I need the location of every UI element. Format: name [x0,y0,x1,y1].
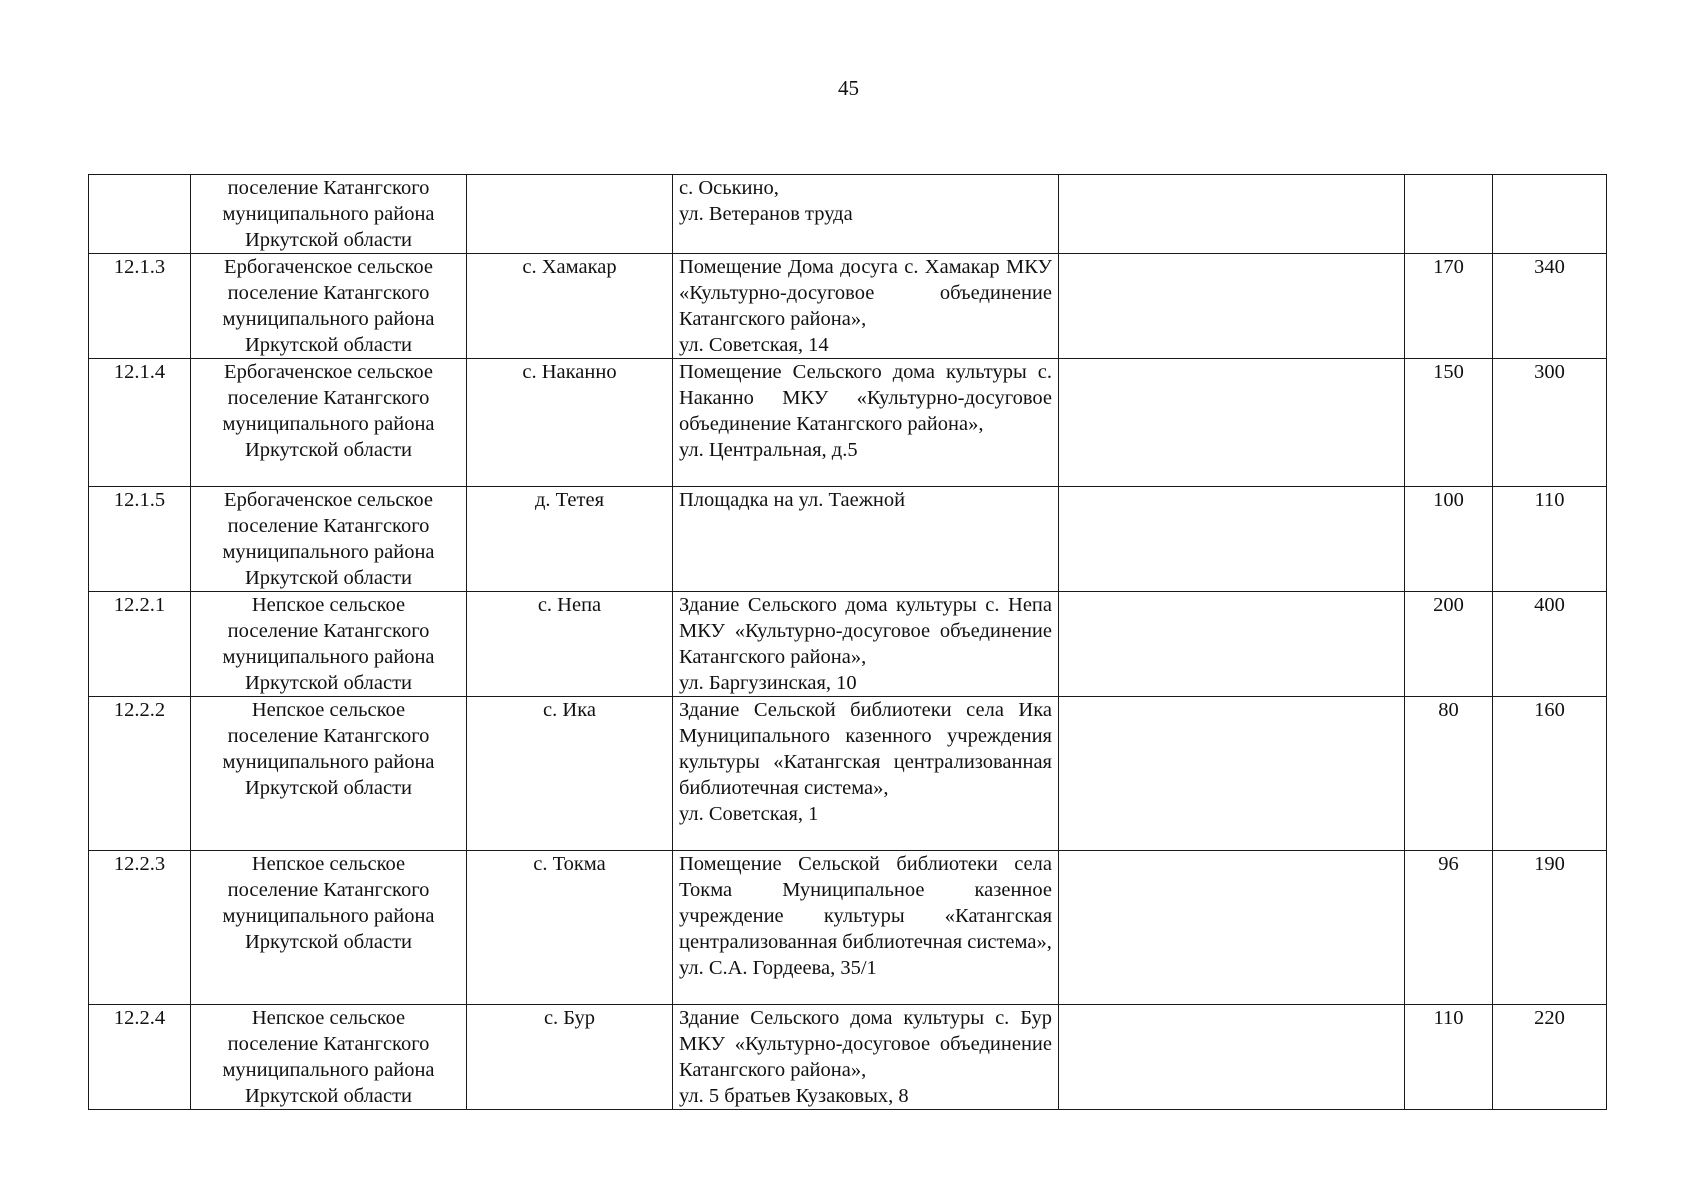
municipality-line: Непское сельское [251,699,406,721]
municipality-line: муниципального района [222,905,435,927]
municipality-line: муниципального района [222,1059,435,1081]
address-cell [673,254,1059,359]
row-number: 12.1.4 [89,359,191,487]
address-street: ул. Центральная, д.5 [679,439,858,461]
municipality-line: Непское сельское [251,853,406,875]
address-street: с. Оськино, ул. Ветеранов труда [679,177,853,225]
municipality-line: муниципального района [222,751,435,773]
area-cell: 200 [1405,592,1493,697]
area-cell: 80 [1405,697,1493,851]
municipality-line: муниципального района [222,203,435,225]
facilities-table [88,174,1607,1110]
settlement-cell: с. Хамакар [467,254,673,359]
municipality-cell [191,1005,467,1110]
municipality-line: поселение Катангского [227,282,430,304]
empty-cell [1059,487,1405,592]
empty-cell [1059,175,1405,254]
municipality-line: Ербогаченское сельское [224,489,433,511]
area-cell: 110 [1405,1005,1493,1110]
address-text: Помещение Сельского дома культуры с. Наканно МКУ «Культурно-досуговое объединение Катангского района», [679,361,1052,435]
capacity-cell: 300 [1493,359,1607,487]
area-cell: 150 [1405,359,1493,487]
capacity-cell: 340 [1493,254,1607,359]
municipality-line: поселение Катангского [227,879,430,901]
municipality-line: Иркутской области [244,334,413,356]
settlement-cell: с. Токма [467,851,673,1005]
area-cell: 170 [1405,254,1493,359]
municipality-line: муниципального района [222,308,435,330]
municipality-cell [191,175,467,254]
table-row [89,592,1607,697]
municipality-line: Иркутской области [244,439,413,461]
area-cell [1405,175,1493,254]
address-street: ул. 5 братьев Кузаковых, 8 [679,1085,909,1107]
row-number: 12.2.2 [89,697,191,851]
empty-cell [1059,851,1405,1005]
municipality-line: Иркутской области [244,229,413,251]
capacity-cell [1493,175,1607,254]
municipality-line: поселение Катангского [227,725,430,747]
address-text: Здание Сельского дома культуры с. Непа МКУ «Культурно-досуговое объединение Катангского района», [679,594,1052,668]
settlement-cell: с. Бур [467,1005,673,1110]
row-number: 12.2.4 [89,1005,191,1110]
address-cell [673,697,1059,851]
municipality-cell [191,592,467,697]
table-row [89,697,1607,851]
capacity-cell: 190 [1493,851,1607,1005]
municipality-line: муниципального района [222,541,435,563]
municipality-line: поселение Катангского [227,515,430,537]
page-number: 45 [838,76,859,100]
address-cell [673,592,1059,697]
municipality-line: поселение Катангского [227,387,430,409]
address-cell [673,851,1059,1005]
municipality-line: Иркутской области [244,1085,413,1107]
settlement-cell: д. Тетея [467,487,673,592]
address-street: Площадка на ул. Таежной [679,489,906,511]
municipality-line: Непское сельское [251,594,406,616]
settlement-cell: с. Ика [467,697,673,851]
municipality-line: Непское сельское [251,1007,406,1029]
empty-cell [1059,697,1405,851]
settlement-cell: с. Непа [467,592,673,697]
row-number [89,175,191,254]
municipality-line: поселение Катангского [227,1033,430,1055]
municipality-line: муниципального района [222,646,435,668]
area-cell: 100 [1405,487,1493,592]
table-row [89,175,1607,254]
municipality-line: поселение Катангского [227,620,430,642]
municipality-cell [191,359,467,487]
empty-cell [1059,254,1405,359]
municipality-line: Ербогаченское сельское [224,256,433,278]
table-row [89,487,1607,592]
address-cell [673,359,1059,487]
table-row [89,1005,1607,1110]
address-street: ул. Советская, 1 [679,803,819,825]
empty-cell [1059,592,1405,697]
municipality-line: Ербогаченское сельское [224,361,433,383]
capacity-cell: 110 [1493,487,1607,592]
municipality-line: Иркутской области [244,672,413,694]
municipality-line: Иркутской области [244,567,413,589]
table-row [89,851,1607,1005]
empty-cell [1059,359,1405,487]
municipality-cell [191,851,467,1005]
settlement-cell [467,175,673,254]
address-cell [673,175,1059,254]
address-cell [673,487,1059,592]
capacity-cell: 220 [1493,1005,1607,1110]
capacity-cell: 160 [1493,697,1607,851]
settlement-cell: с. Наканно [467,359,673,487]
address-street: ул. Баргузинская, 10 [679,672,857,694]
municipality-cell [191,697,467,851]
municipality-line: Иркутской области [244,777,413,799]
area-cell: 96 [1405,851,1493,1005]
municipality-cell [191,254,467,359]
address-text: Здание Сельского дома культуры с. Бур МКУ «Культурно-досуговое объединение Катангского района», [679,1007,1052,1081]
address-street: ул. С.А. Гордеева, 35/1 [679,957,877,979]
table-body [89,175,1607,1110]
address-text: Помещение Сельской библиотеки села Токма Муниципальное казенное учреждение культуры «Катангская централизованная библиотечная система», [679,853,1052,953]
capacity-cell: 400 [1493,592,1607,697]
row-number: 12.2.3 [89,851,191,1005]
address-street: ул. Советская, 14 [679,334,829,356]
municipality-cell [191,487,467,592]
row-number: 12.1.5 [89,487,191,592]
address-cell [673,1005,1059,1110]
address-text: Помещение Дома досуга с. Хамакар МКУ «Культурно-досуговое объединение Катангского района», [679,256,1052,330]
table-row [89,359,1607,487]
row-number: 12.1.3 [89,254,191,359]
table-row [89,254,1607,359]
municipality-line: поселение Катангского [227,177,430,199]
municipality-line: Иркутской области [244,931,413,953]
row-number: 12.2.1 [89,592,191,697]
municipality-line: муниципального района [222,413,435,435]
address-text: Здание Сельской библиотеки села Ика Муниципального казенного учреждения культуры «Катангская централизованная библиотечная система», [679,699,1052,799]
empty-cell [1059,1005,1405,1110]
